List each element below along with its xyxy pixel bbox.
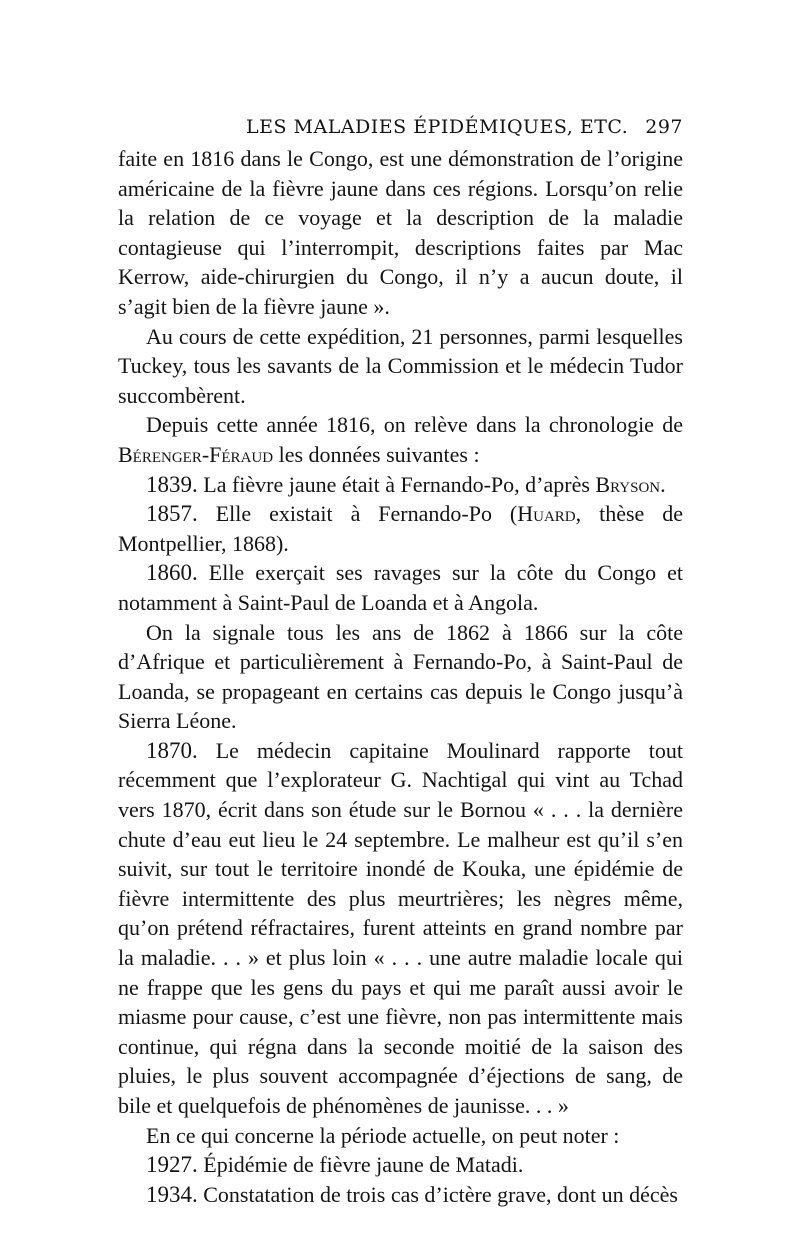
paragraph-3-text: Depuis cette année 1816, on relève dans la chronologie de xyxy=(146,412,683,438)
chronology-entry-1927 xyxy=(118,1150,683,1180)
entry-year: 1934. xyxy=(146,1181,198,1207)
running-header xyxy=(118,112,683,144)
chronology-entry-1934 xyxy=(118,1180,683,1210)
paragraph-2: Au cours de cette expédition, 21 personnes, parmi lesquelles Tuckey, tous les savants de la Commission et le médecin Tudor succombèrent. xyxy=(118,323,683,408)
chronology-entry-1870 xyxy=(118,736,683,1121)
author-name-huard: Huard xyxy=(517,501,576,527)
chronology-entry-1860 xyxy=(118,558,683,617)
entry-text: Le médecin capitaine Moulinard rapporte tout récemment que l’explorateur G. Nachtigal qui vint au Tchad vers 1870, écrit dans son étude sur le Bornou « . . . la dernière chute d’eau eut lieu le 24 septembre. Le malheur est qu’il s’en suivit, sur tout le territoire inondé de Kouka, une épidémie de fièvre intermittente des plus meurtrières; les nègres même, qu’on prétend réfractaires, furent atteints en grand nombre par la maladie. . . » et plus loin « . . . une autre maladie locale qui ne frappe que les gens du pays et qui me paraît aussi avoir le miasme pour cause, c’est une fièvre, non pas intermittente mais continue, qui régna dans la seconde moitié de la saison des pluies, le plus souvent accompagnée d’éjections de sang, de bile et quelquefois de phénomènes de jaunisse. . . » xyxy=(118,737,683,1118)
entry-year: 1927. xyxy=(146,1152,198,1178)
entry-year: 1870. xyxy=(146,737,198,763)
entry-text: La fièvre jaune était à Fernando-Po, d’après xyxy=(197,471,596,497)
entry-year: 1860. xyxy=(146,560,198,586)
chronology-entry-1839 xyxy=(118,470,683,500)
author-name-berenger-feraud: Bérenger-Féraud xyxy=(118,441,274,467)
entry-tail: . xyxy=(660,471,666,497)
paragraph-1862-1866: On la signale tous les ans de 1862 à 1866 sur la côte d’Afrique et particulièrement à Fernando-Po, à Saint-Paul de Loanda, se propageant en certains cas depuis le Congo jusqu’à Sierra Léone. xyxy=(118,619,683,734)
entry-tail: , thèse de Montpellier, 1868). xyxy=(118,501,683,556)
paragraph-3 xyxy=(118,410,683,469)
entry-text: Elle exerçait ses ravages sur la côte du Congo et notamment à Saint-Paul de Loanda et à Angola. xyxy=(118,560,683,615)
book-page xyxy=(118,112,683,1209)
paragraph-3-tail: les données suivantes : xyxy=(273,441,480,467)
paragraph-current-period: En ce qui concerne la période actuelle, on peut noter : xyxy=(146,1122,620,1148)
running-title: LES MALADIES ÉPIDÉMIQUES, ETC. xyxy=(246,116,629,138)
author-name-bryson: Bryson xyxy=(595,471,661,497)
paragraph-1: faite en 1816 dans le Congo, est une démonstration de l’origine américaine de la fièvre jaune dans ces régions. Lorsqu’on relie la relation de ce voyage et la description de la maladie contagieuse qui l’interrompit, descriptions faites par Mac Kerrow, aide-chirurgien du Congo, il n’y a aucun doute, il s’agit bien de la fièvre jaune ». xyxy=(118,146,683,319)
entry-year: 1839. xyxy=(146,471,198,497)
entry-year: 1857. xyxy=(146,501,198,527)
entry-text: Constatation de trois cas d’ictère grave, dont un décès xyxy=(197,1181,678,1207)
entry-text: Épidémie de fièvre jaune de Matadi. xyxy=(197,1152,524,1178)
chronology-entry-1857 xyxy=(118,499,683,558)
entry-text: Elle existait à Fernando-Po ( xyxy=(197,501,518,527)
page-number: 297 xyxy=(645,116,683,138)
